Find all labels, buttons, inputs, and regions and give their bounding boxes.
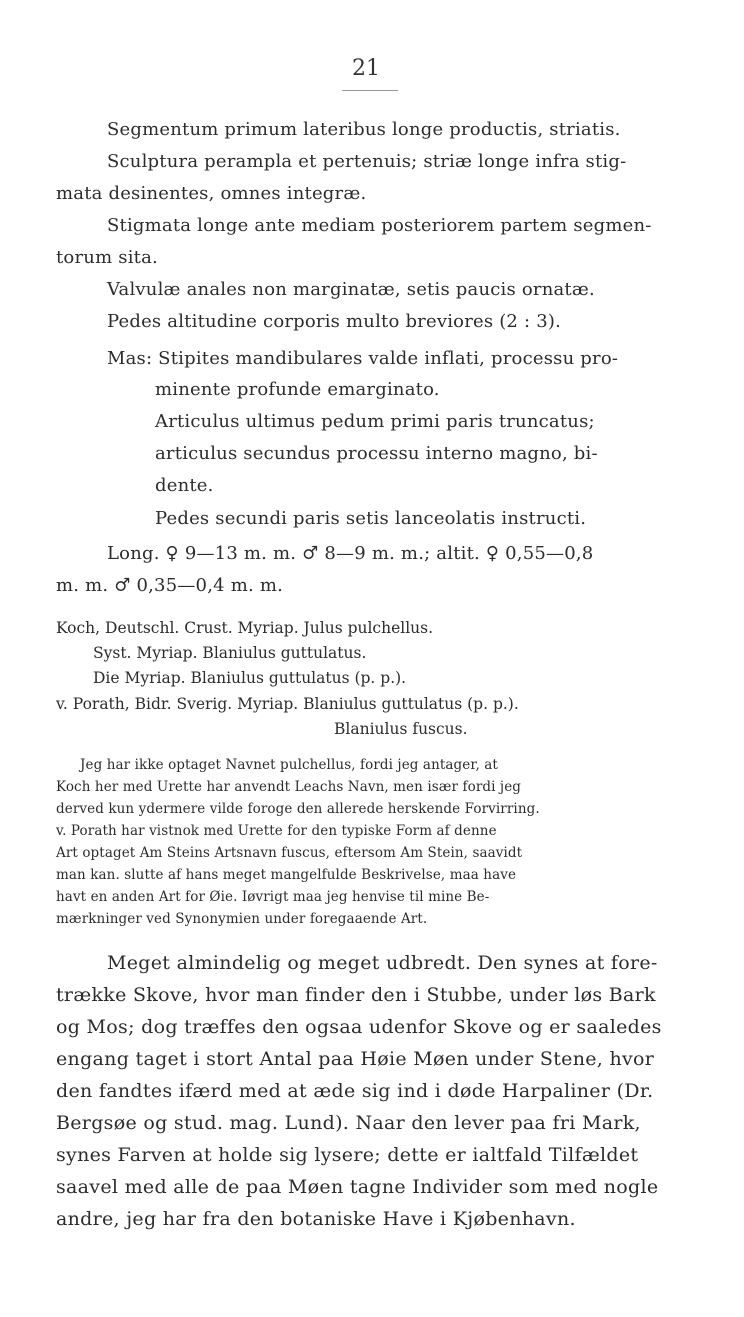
note-line: derved kun ydermere vilde foroge den allerede herskende Forvirring. [56,801,540,817]
description-line: Segmentum primum lateribus longe productis, striatis. [107,119,621,140]
note-line: mærkninger ved Synonymien under foregaaende Art. [56,911,428,927]
synonymy-line: Die Myriap. Blaniulus guttulatus (p. p.). [93,669,407,687]
page-number: 21 [352,56,380,81]
note-line: Art optaget Am Steins Artsnavn fuscus, eftersom Am Stein, saavidt [56,845,523,861]
distribution-line: og Mos; dog træffes den ogsaa udenfor Skove og er saaledes [56,1016,662,1038]
description-line: Valvulæ anales non marginatæ, setis paucis ornatæ. [107,279,595,300]
synonymy-line: v. Porath, Bidr. Sverig. Myriap. Blaniulus guttulatus (p. p.). [56,695,519,713]
note-line: Jeg har ikke optaget Navnet pulchellus, fordi jeg antager, at [80,757,498,773]
note-line: man kan. slutte af hans meget mangelfulde Beskrivelse, maa have [56,867,517,883]
synonymy-line: Syst. Myriap. Blaniulus guttulatus. [93,644,367,662]
page-number-rule [342,90,398,91]
distribution-line: trække Skove, hvor man finder den i Stubbe, under løs Bark [56,984,656,1006]
synonymy-line: Blaniulus fuscus. [334,720,468,738]
description-line: Stigmata longe ante mediam posteriorem partem segmen- [107,215,652,236]
distribution-line: synes Farven at holde sig lysere; dette er ialtfald Tilfældet [56,1144,639,1166]
note-line: Koch her med Urette har anvendt Leachs Navn, men især fordi jeg [56,779,522,795]
note-line: havt en anden Art for Øie. Iøvrigt maa jeg henvise til mine Be- [56,889,490,905]
distribution-line: den fandtes ifærd med at æde sig ind i døde Harpaliner (Dr. [56,1080,654,1102]
description-line: m. m. ♂ 0,35—0,4 m. m. [56,575,284,596]
description-line: torum sita. [56,247,158,268]
description-line: articulus secundus processu interno magno, bi- [155,443,598,464]
distribution-line: andre, jeg har fra den botaniske Have i Kjøbenhavn. [56,1208,576,1230]
description-line: Sculptura perampla et pertenuis; striæ longe infra stig- [107,151,627,172]
description-line: Pedes altitudine corporis multo breviores (2 : 3). [107,311,561,332]
note-line: v. Porath har vistnok med Urette for den typiske Form af denne [56,823,497,839]
description-line: Pedes secundi paris setis lanceolatis instructi. [155,508,587,529]
description-line: Long. ♀ 9—13 m. m. ♂ 8—9 m. m.; altit. ♀ 0,55—0,8 [107,543,594,564]
description-line: mata desinentes, omnes integræ. [56,183,367,204]
description-line: Mas: Stipites mandibulares valde inflati, processu pro- [107,348,619,369]
distribution-line: Meget almindelig og meget udbredt. Den synes at fore- [107,952,658,974]
description-line: Articulus ultimus pedum primi paris truncatus; [155,411,595,432]
distribution-line: engang taget i stort Antal paa Høie Møen under Stene, hvor [56,1048,655,1070]
distribution-line: Bergsøe og stud. mag. Lund). Naar den lever paa fri Mark, [56,1112,641,1134]
distribution-line: saavel med alle de paa Møen tagne Individer som med nogle [56,1176,659,1198]
synonymy-line: Koch, Deutschl. Crust. Myriap. Julus pulchellus. [56,619,434,637]
description-line: dente. [155,475,214,496]
description-line: minente profunde emarginato. [155,379,440,400]
